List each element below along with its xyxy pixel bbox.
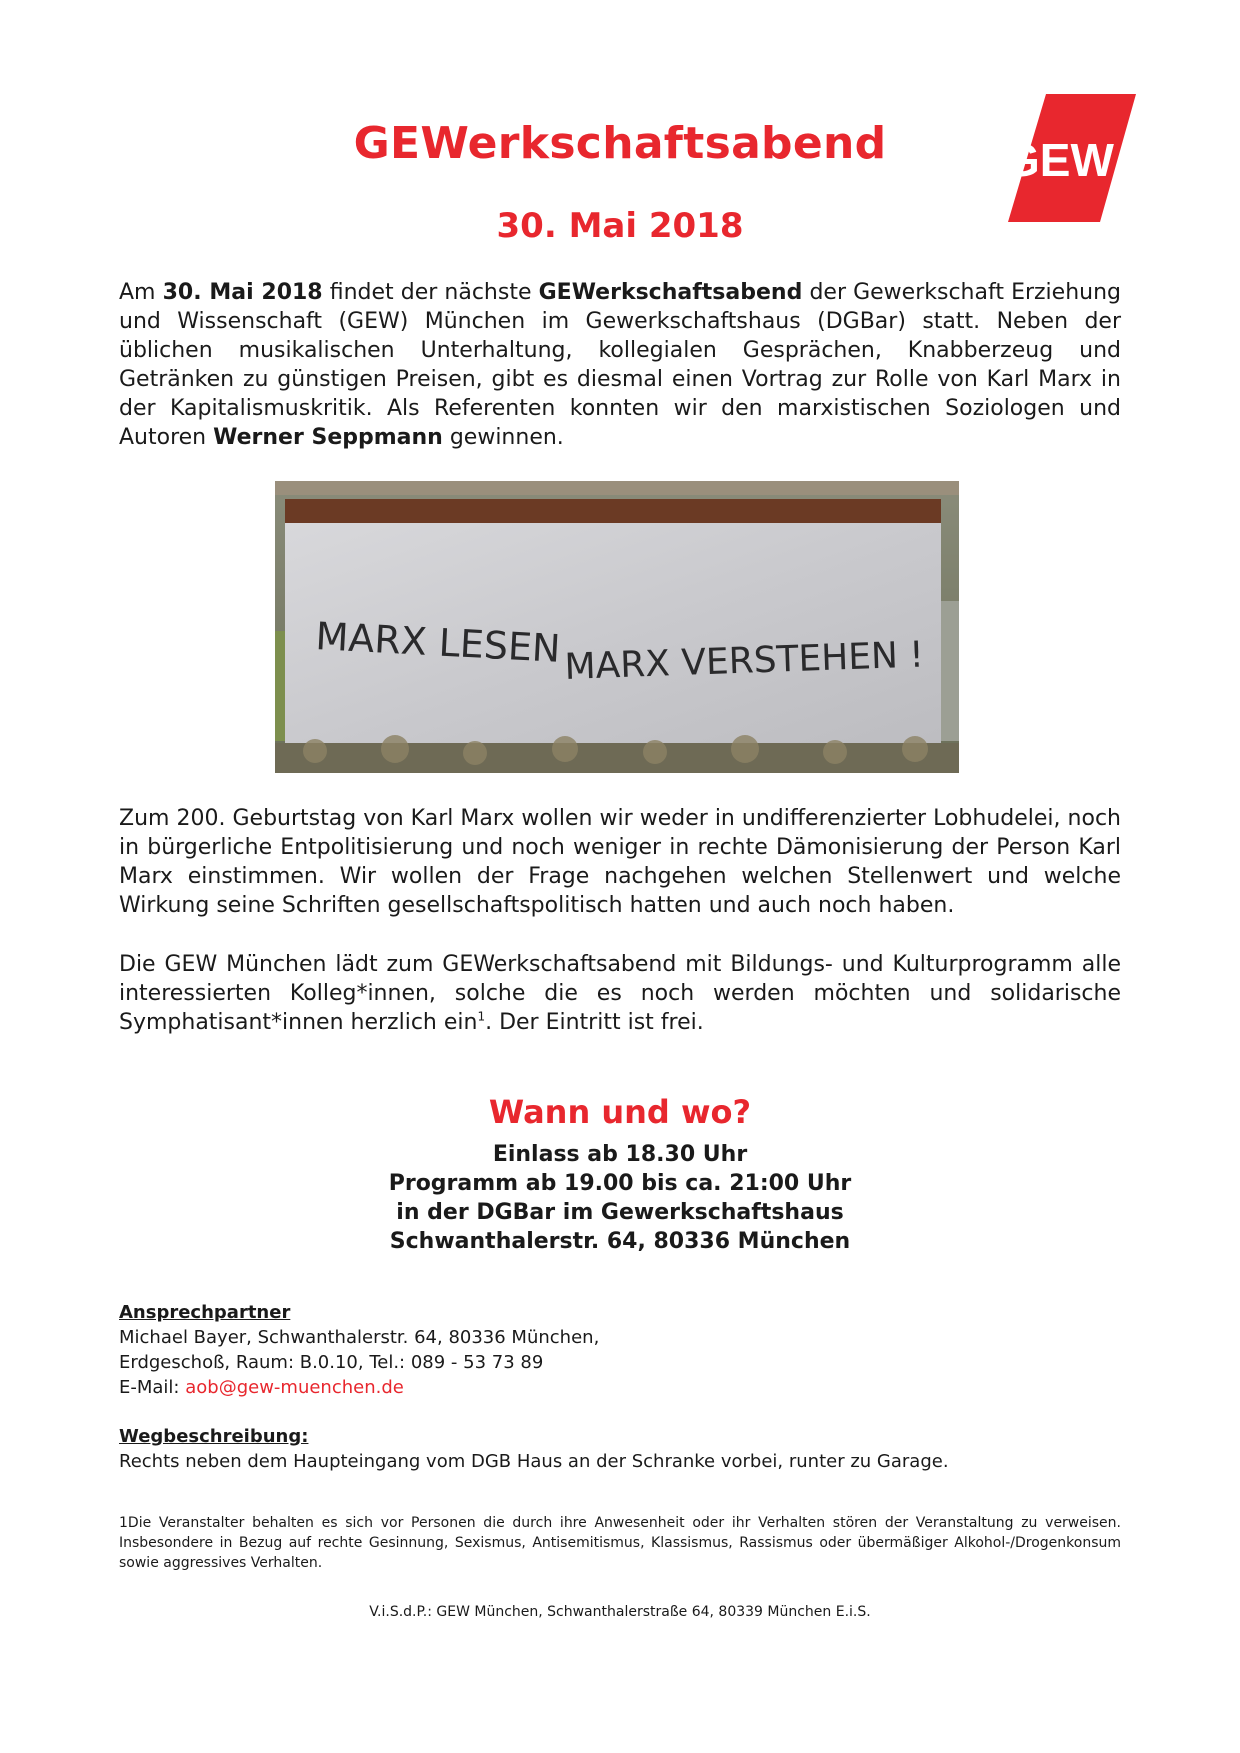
route-section	[119, 1424, 949, 1474]
when-where-title: Wann und wo?	[488, 1093, 752, 1131]
contact-line-1: Michael Bayer, Schwanthalerstr. 64, 80336 München,	[119, 1327, 600, 1348]
imprint: V.i.S.d.P.: GEW München, Schwanthalerstraße 64, 80339 München E.i.S.	[369, 1604, 871, 1620]
graffiti-text-2: MARX VERSTEHEN !	[563, 634, 925, 688]
route-text: Rechts neben dem Haupteingang vom DGB Haus an der Schranke vorbei, runter zu Garage.	[119, 1451, 949, 1472]
footnote: 1Die Veranstalter behalten es sich vor Personen die durch ihre Anwesenheit oder ihr Verhalten stören der Veranstaltung zu verweisen. Insbesondere in Bezug auf rechte Gesinnung, Sexismus, Antisemitismus, Klassismus, Rassismus oder übermäßiger Alkohol-/Drogenkonsum sowie aggressives Verhalten.	[119, 1515, 1121, 1571]
body-paragraph-invitation: Die GEW München lädt zum GEWerkschaftsabend mit Bildungs- und Kulturprogramm alle interessierten Kolleg*innen, solche die es noch werden möchten und solidarische Symphatisant*innen herzlich ein$^1$. Der Eintritt ist frei.	[119, 952, 1121, 1035]
logo-text: GEW	[1004, 134, 1114, 186]
route-heading: Wegbeschreibung:	[119, 1426, 309, 1447]
footnote-ref: 1	[477, 1009, 486, 1024]
contact-email-line: E-Mail: aob@gew-muenchen.de	[119, 1377, 404, 1398]
graffiti-photo	[275, 481, 959, 773]
page-title: GEWerkschaftsabend	[353, 118, 887, 169]
venue-address: Schwanthalerstr. 64, 80336 München	[389, 1229, 851, 1254]
when-where-details	[0, 1140, 1240, 1256]
contact-section	[119, 1300, 599, 1400]
program-time: Programm ab 19.00 bis ca. 21:00 Uhr	[388, 1171, 852, 1196]
email-link[interactable]: aob@gew-muenchen.de	[185, 1377, 404, 1398]
contact-heading: Ansprechpartner	[119, 1302, 291, 1323]
contact-line-2: Erdgeschoß, Raum: B.0.10, Tel.: 089 - 53 73 89	[119, 1352, 544, 1373]
event-date: 30. Mai 2018	[496, 206, 744, 246]
admission-time: Einlass ab 18.30 Uhr	[492, 1142, 748, 1167]
intro-paragraph: Am 30. Mai 2018 findet der nächste GEWerkschaftsabend der Gewerkschaft Erziehung und Wissenschaft (GEW) München im Gewerkschaftshaus (DGBar) statt. Neben der üblichen musikalischen Unterhaltung, kollegialen Gesprächen, Knabberzeug und Getränken zu günstigen Preisen, gibt es diesmal einen Vortrag zur Rolle von Karl Marx in der Kapitalismuskritik. Als Referenten konnten wir den marxistischen Soziologen und Autoren Werner Seppmann gewinnen.	[119, 280, 1121, 450]
gew-logo	[1004, 94, 1136, 222]
body-paragraph-marx: Zum 200. Geburtstag von Karl Marx wollen wir weder in undifferenzierter Lobhudelei, noch in bürgerliche Entpolitisierung und noch weniger in rechte Dämonisierung der Person Karl Marx einstimmen. Wir wollen der Frage nachgehen welchen Stellenwert und welche Wirkung seine Schriften gesellschaftspolitisch hatten und auch noch haben.	[119, 806, 1121, 918]
graffiti-text-1: MARX LESEN	[314, 614, 562, 671]
venue: in der DGBar im Gewerkschaftshaus	[396, 1200, 844, 1225]
